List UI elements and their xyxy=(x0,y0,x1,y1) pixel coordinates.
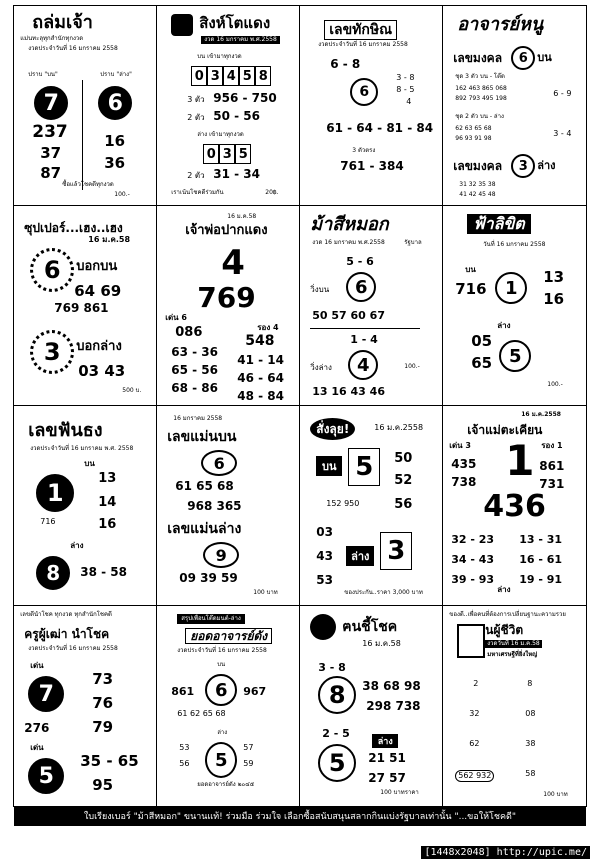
number-row: 64 69 xyxy=(74,282,122,301)
lead-digit-circle: 6 xyxy=(350,78,378,106)
divider xyxy=(310,328,420,329)
number: 562 932 xyxy=(455,770,494,782)
footer-text: ยอดอาจารย์ดัง ๒๐๔๕ xyxy=(197,781,255,789)
cell-date: งวดวันที่ 16 ม.ค.58 xyxy=(487,640,540,648)
number: 87 xyxy=(40,164,62,183)
number: 43 xyxy=(316,549,333,564)
cell-title: เลขฟันธง xyxy=(28,420,103,442)
footer-text: ใบเรียงเบอร์ "ม้าสีหมอก" ขนานแท้! ร่วมมือ ร่วมใจ เลือกซื้อสนับสนุนสลากกินแบ่งรัฐบาลเท่านั้น "...ขอให้โชคดี" xyxy=(84,812,516,822)
cell-title: อาจารย์หนู xyxy=(457,14,544,36)
section-label: บน xyxy=(465,265,476,275)
number: 63 - 36 xyxy=(171,345,218,360)
number-pair: 2 - 5 xyxy=(322,727,350,741)
cell-ajarn-nu xyxy=(442,5,587,207)
cell-title: เลขทักษิณ xyxy=(324,20,397,40)
number: 58 xyxy=(525,769,536,779)
number: 738 xyxy=(451,475,477,490)
line-label: เลขมงคล xyxy=(453,159,503,174)
cell-date: 16 มกราคม 2558 xyxy=(173,415,223,423)
number: 13 xyxy=(543,268,565,287)
row-value: 31 - 34 xyxy=(213,167,260,182)
number-pair: 1 - 4 xyxy=(350,333,378,347)
cell-subtitle: มหาเศรษฐีที่ยิ่งใหญ่ xyxy=(487,651,538,659)
digit-box: 0 xyxy=(203,144,219,164)
upper-label: บน เข้ามาทุกงวด xyxy=(197,53,242,61)
cell-singto-daeng xyxy=(156,5,301,207)
number: 35 - 65 xyxy=(80,752,139,771)
number: 53 xyxy=(179,743,190,753)
lead-digit-circle: 3 xyxy=(30,330,74,374)
section-label: บน xyxy=(84,459,95,469)
number: 731 xyxy=(539,477,565,492)
number: 57 xyxy=(243,743,254,753)
label-bottom: ปราบ "ล่าง" xyxy=(100,71,132,79)
price: 100.- xyxy=(404,363,420,371)
circle-label: วิ่งบน xyxy=(310,285,330,295)
number-row: 96 93 91 98 xyxy=(455,135,492,143)
cell-phu-chiwit xyxy=(442,605,587,807)
section-label: ล่าง xyxy=(70,541,84,551)
circle-label: บอกล่าง xyxy=(76,339,122,355)
line-suffix: บน xyxy=(537,51,552,65)
cell-subtitle: แม่นทะลุทุกสำนักทุกงวด xyxy=(20,35,84,43)
price: 100 บาท xyxy=(253,589,278,597)
number-row: 50 57 60 67 xyxy=(312,309,385,323)
number: 16 - 61 xyxy=(519,553,563,567)
footer-text: ซื้อแล้วโชคดีทุกงวด xyxy=(62,181,114,189)
number-row: 152 950 xyxy=(326,499,360,509)
sub-label: ชุด 2 ตัว บน - ล่าง xyxy=(455,113,504,121)
lead-digit-circle: 7 xyxy=(28,676,64,712)
number: 13 xyxy=(98,471,117,487)
number-row: 21 51 xyxy=(368,751,406,766)
price: 100 บาทราคา xyxy=(380,789,419,797)
side-number: 4 xyxy=(406,97,412,107)
section-tag: ล่าง xyxy=(497,585,511,595)
number: 32 xyxy=(469,709,480,719)
cell-title: ครูผู้เฒ่า นำโชค xyxy=(24,627,110,642)
label-top: ปราบ "บน" xyxy=(28,71,58,79)
cell-fa-likhit xyxy=(442,205,587,407)
left-label: เด่น 6 xyxy=(165,313,187,323)
line-label: เลขมงคล xyxy=(453,51,503,66)
price: 100.- xyxy=(547,381,563,389)
cell-date: 16 ม.ค.58 xyxy=(88,235,131,245)
number-row: 31 32 35 38 xyxy=(459,181,496,189)
sub-label: ชุด 3 ตัว บน - โต๊ด xyxy=(455,73,505,81)
digit-box: 0 xyxy=(191,66,207,86)
lead-digit-circle: 3 xyxy=(511,154,535,178)
side-number: 3 - 8 xyxy=(396,73,415,83)
digit-box: 4 xyxy=(223,66,239,86)
cell-yod-ajarn-dang xyxy=(156,605,301,807)
price: 100 บาท xyxy=(543,791,568,799)
cell-title: ฅนชี้โชค xyxy=(342,619,398,636)
row-label: 3 ตัว xyxy=(187,95,205,105)
number: 861 xyxy=(171,685,195,699)
number: 46 - 64 xyxy=(237,371,284,386)
line-suffix: ล่าง xyxy=(537,159,556,173)
cell-title: นผู้ชีวิต xyxy=(485,623,524,638)
section-tag: บน xyxy=(316,456,342,476)
footer-text: เราเน้นโชคดีร่วมกัน xyxy=(171,189,224,197)
logo-icon xyxy=(457,624,485,658)
lion-icon xyxy=(171,14,193,36)
bottom-value: 761 - 384 xyxy=(340,159,404,174)
cell-title: ม้าสีหมอก xyxy=(310,214,389,236)
number-pair: 6 - 8 xyxy=(330,57,361,72)
number-row: 38 - 58 xyxy=(80,565,127,580)
cell-title: ฟ้าลิขิต xyxy=(467,214,530,234)
lead-digit-circle: 5 xyxy=(318,744,356,782)
number: 716 xyxy=(40,517,56,527)
lead-digit-circle: 9 xyxy=(203,542,239,568)
cell-date: วันที่ 16 มกราคม 2558 xyxy=(483,241,546,249)
lower-label: ล่าง เข้ามาทุกงวด xyxy=(197,131,244,139)
cell-date: งวด 16 มกราคม พ.ศ.2558 xyxy=(201,36,280,44)
cell-date: งวดประจำวันที่ 16 มกราคม 2558 xyxy=(318,41,408,49)
number: 861 xyxy=(539,459,565,474)
headline-number: 436 xyxy=(483,489,546,525)
number: 16 xyxy=(104,132,126,151)
row-value: 956 - 750 xyxy=(213,91,277,106)
cell-date: งวดประจำวันที่ 16 มกราคม พ.ศ. 2558 xyxy=(30,445,134,453)
cell-title: ถล่มเจ้า xyxy=(32,12,93,34)
cell-title: สรุปเพื่อนโต๊ดมนต์-ล่าง xyxy=(177,614,245,624)
lead-digit-circle: 6 xyxy=(98,86,132,120)
lead-digit-circle: 4 xyxy=(348,350,378,380)
cell-lek-maen xyxy=(156,405,301,607)
number: 95 xyxy=(92,776,114,795)
cell-ma-si-mok xyxy=(299,205,444,407)
lottery-grid xyxy=(14,6,586,806)
section-label: เด่น xyxy=(30,661,44,671)
number: 237 xyxy=(32,122,68,143)
number: 56 xyxy=(394,497,413,513)
number-row: 41 42 45 48 xyxy=(459,191,496,199)
number: 37 xyxy=(40,144,62,163)
headline-digit: 1 xyxy=(505,436,535,486)
digit-box: 3 xyxy=(207,66,223,86)
cell-title: เจ้าแม่ตะเคียน xyxy=(467,423,543,438)
number: 65 - 56 xyxy=(171,363,218,378)
digit-box: 3 xyxy=(219,144,235,164)
headline-number: 769 xyxy=(197,281,256,315)
right-label: รอง 1 xyxy=(541,441,563,451)
number-row: 13 16 43 46 xyxy=(312,385,385,399)
row-value: 50 - 56 xyxy=(213,109,260,124)
number: 548 xyxy=(245,333,275,350)
circle-label: บอกบน xyxy=(76,259,118,275)
cell-date: 16 ม.ค.2558 xyxy=(374,423,424,433)
number: 13 - 31 xyxy=(519,533,563,547)
number-row: 61 62 65 68 xyxy=(177,709,226,719)
number-pair: 3 - 8 xyxy=(318,661,346,675)
lead-digit-circle: 1 xyxy=(495,272,527,304)
cell-title: เจ้าพ่อปากแดง xyxy=(185,223,268,239)
number: 967 xyxy=(243,685,267,699)
price: 20฿. xyxy=(265,189,279,197)
cell-jao-paw-pak-daeng xyxy=(156,205,301,407)
section-label: บน xyxy=(217,661,226,669)
headline-digit: 4 xyxy=(221,243,245,284)
cell-header: ของดี..เพื่อคนที่ต้องการเปลี่ยนฐานะความรวย xyxy=(449,611,566,619)
number-row: 61 65 68 xyxy=(175,479,234,494)
price: 500 บ. xyxy=(122,387,142,395)
cell-date: งวดประจำวันที่ 16 มกราคม 2558 xyxy=(28,45,118,53)
cell-date: 16 ม.ค.58 xyxy=(227,213,257,221)
digit-box: 5 xyxy=(239,66,255,86)
row-label: 2 ตัว xyxy=(187,171,205,181)
headline-digit: 5 xyxy=(348,448,380,486)
section-tag: ล่าง xyxy=(346,546,374,566)
number: 19 - 91 xyxy=(519,573,563,587)
number: 59 xyxy=(243,759,254,769)
number-row: 03 43 xyxy=(78,362,126,381)
lead-digit-circle: 6 xyxy=(511,46,535,70)
right-label: รอง 4 xyxy=(257,323,279,333)
side-number: 6 - 9 xyxy=(553,89,572,99)
footer-banner xyxy=(14,806,586,826)
number: 39 - 93 xyxy=(451,573,495,587)
digit-box: 8 xyxy=(255,66,271,86)
footer-text: ของประกัน..ราคา 3,000 บาท xyxy=(344,589,423,597)
number-row: 27 57 xyxy=(368,771,406,786)
cell-date: งวดประจำวันที่ 16 มกราคม 2558 xyxy=(28,645,118,653)
watermark: [1448x2048] http://upic.me/ xyxy=(421,846,590,859)
number: 62 xyxy=(469,739,480,749)
number: 53 xyxy=(316,573,333,588)
lead-digit-circle: 8 xyxy=(36,556,70,590)
number: 086 xyxy=(175,325,203,341)
cell-super-heng xyxy=(13,205,158,407)
number: 79 xyxy=(92,718,114,737)
lead-digit-circle: 6 xyxy=(201,450,237,476)
number-row: 61 - 64 - 81 - 84 xyxy=(326,121,434,136)
number: 05 xyxy=(471,332,493,351)
lead-digit-circle: 6 xyxy=(30,248,74,292)
digit-box: 5 xyxy=(235,144,251,164)
number: 76 xyxy=(92,694,114,713)
cell-header: เลขดีนำโชค ทุกงวด ทุกสำนักโชคดี xyxy=(20,611,112,619)
lead-digit-circle: 7 xyxy=(34,86,68,120)
number: 16 xyxy=(98,517,117,533)
number: 16 xyxy=(543,290,565,309)
bottom-label: 3 ตัวตรง xyxy=(352,147,376,155)
cell-jao-mae-takhian xyxy=(442,405,587,607)
section-label: ล่าง xyxy=(497,321,511,331)
lead-digit-circle: 5 xyxy=(205,742,237,778)
number: 34 - 43 xyxy=(451,553,495,567)
lead-digit-circle: 8 xyxy=(318,676,356,714)
number: 14 xyxy=(98,495,117,511)
headline-digit: 3 xyxy=(380,532,412,570)
number-row: 62 63 65 68 xyxy=(455,125,492,133)
lead-digit-circle: 5 xyxy=(499,340,531,372)
number: 03 xyxy=(316,525,333,540)
number: 38 xyxy=(525,739,536,749)
number: 52 xyxy=(394,473,413,489)
lead-digit-circle: 5 xyxy=(28,758,64,794)
number: 32 - 23 xyxy=(451,533,495,547)
lead-digit-circle: 6 xyxy=(205,674,237,706)
cell-title: ซุปเปอร์...เฮง..เฮง xyxy=(24,221,123,236)
divider xyxy=(82,80,83,190)
section-title: เลขแม่นบน xyxy=(167,429,237,446)
number: 65 xyxy=(471,354,493,373)
lead-digit-circle: 6 xyxy=(346,272,376,302)
number: 8 xyxy=(527,679,533,689)
number: 276 xyxy=(24,721,50,736)
price: 100.- xyxy=(114,191,130,199)
number-row: 968 365 xyxy=(187,499,242,514)
cell-lek-fan-thong xyxy=(13,405,158,607)
cell-date: งวดประจำวันที่ 16 มกราคม 2558 xyxy=(177,647,267,655)
cell-tag: รัฐบาล xyxy=(404,239,422,247)
number-row: 298 738 xyxy=(366,699,421,714)
section-title: เลขแม่นล่าง xyxy=(167,521,242,538)
section-label: เด่น xyxy=(30,743,44,753)
circle-label: วิ่งล่าง xyxy=(310,363,332,373)
logo-icon xyxy=(310,614,336,640)
row-label: 2 ตัว xyxy=(187,113,205,123)
number: 08 xyxy=(525,709,536,719)
number: 41 - 14 xyxy=(237,353,284,368)
cell-date: งวด 16 มกราคม พ.ศ.2558 xyxy=(312,239,385,247)
section-tag: ล่าง xyxy=(372,734,398,748)
number-row: 769 861 xyxy=(54,301,109,316)
number: 48 - 84 xyxy=(237,389,284,404)
left-label: เด่น 3 xyxy=(449,441,471,451)
cell-subtitle: ยอดอาจารย์ดัง xyxy=(185,628,272,644)
number: 435 xyxy=(451,457,477,472)
number: 73 xyxy=(92,670,114,689)
cell-title: สั่งลุย! xyxy=(310,418,355,440)
number: 2 xyxy=(473,679,479,689)
number: 36 xyxy=(104,154,126,173)
number: 68 - 86 xyxy=(171,381,218,396)
lead-digit-circle: 1 xyxy=(36,474,74,512)
number-pair: 5 - 6 xyxy=(346,255,374,269)
number-row: 892 793 495 198 xyxy=(455,95,507,103)
cell-khru-phu-thao xyxy=(13,605,158,807)
number: 56 xyxy=(179,759,190,769)
cell-lek-thaksin xyxy=(299,5,444,207)
section-label: ล่าง xyxy=(217,729,228,737)
cell-date: 16 ม.ค.58 xyxy=(362,639,401,649)
number-row: 38 68 98 xyxy=(362,679,421,694)
number: 716 xyxy=(455,280,487,299)
cell-tlom-chao xyxy=(13,5,158,207)
cell-date: 16 ม.ค.2558 xyxy=(521,411,561,419)
cell-sang-lui xyxy=(299,405,444,607)
cell-khon-chi-chok xyxy=(299,605,444,807)
number-row: 09 39 59 xyxy=(179,571,238,586)
number-row: 162 463 865 068 xyxy=(455,85,507,93)
side-number: 3 - 4 xyxy=(553,129,572,139)
side-number: 8 - 5 xyxy=(396,85,415,95)
number: 50 xyxy=(394,451,413,467)
cell-title: สิงห์โตแดง xyxy=(199,14,271,33)
